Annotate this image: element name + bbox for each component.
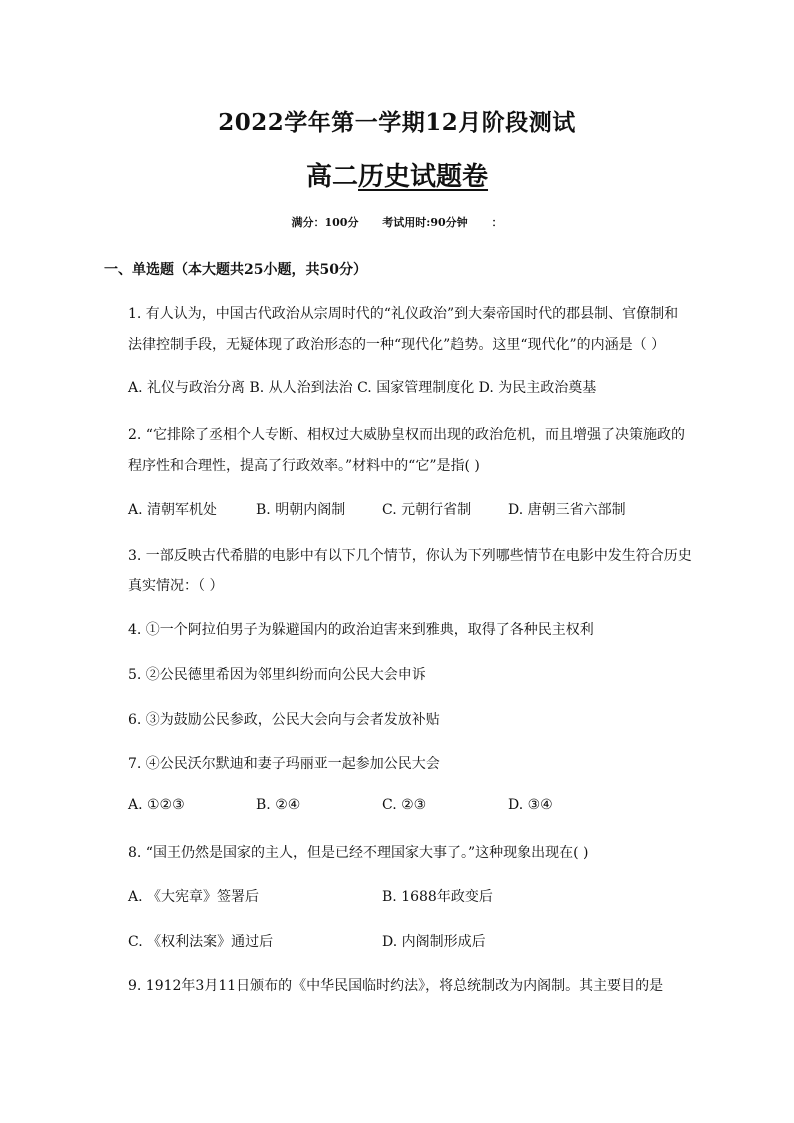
subtitle-grade: 高二 [305, 162, 358, 192]
question-2-option-b: B. 明朝内阁制 [256, 502, 346, 518]
question-8-option-c: C. 《权利法案》通过后 [128, 934, 274, 950]
question-6: 6. ③为鼓励公民参政，公民大会向与会者发放补贴 [128, 712, 440, 728]
question-8-option-d: D. 内阁制形成后 [382, 934, 486, 950]
question-3-line-2: 真实情况：（ ） [128, 578, 224, 594]
section-heading: 一、单选题（本大题共25小题，共50分） [104, 262, 367, 278]
exam-subtitle [0, 156, 794, 193]
exam-title: 2022学年第一学期12月阶段测试 [218, 109, 576, 136]
exam-duration: 考试用时:90分钟 [382, 216, 468, 229]
question-2-line-2: 程序性和合理性，提高了行政效率。”材料中的“它”是指( ) [128, 458, 480, 474]
meta-colon: ： [491, 216, 503, 229]
question-7-option-d: D. ③④ [508, 797, 553, 813]
question-8-option-a: A. 《大宪章》签署后 [128, 889, 260, 905]
question-1-options: A. 礼仪与政治分离 B. 从人治到法治 C. 国家管理制度化 D. 为民主政治奠基 [128, 380, 597, 396]
question-2-option-a: A. 清朝军机处 [128, 502, 218, 518]
question-8: 8. “国王仍然是国家的主人，但是已经不理国家大事了。”这种现象出现在( ) [128, 845, 589, 861]
question-9: 9. 1912年3月11日颁布的《中华民国临时约法》，将总统制改为内阁制。其主要目的是 [128, 978, 664, 994]
question-5: 5. ②公民德里希因为邻里纠纷而向公民大会申诉 [128, 667, 426, 683]
full-score: 满分：100分 [291, 216, 359, 229]
question-8-option-b: B. 1688年政变后 [382, 889, 493, 905]
question-2-line-1: 2. “它排除了丞相个人专断、相权过大威胁皇权而出现的政治危机，而且增强了决策施政的 [128, 427, 685, 443]
question-1-line-1: 1. 有人认为，中国古代政治从宗周时代的“礼仪政治”到大秦帝国时代的郡县制、官僚制和 [128, 306, 679, 322]
question-2-option-c: C. 元朝行省制 [382, 502, 472, 518]
question-7: 7. ④公民沃尔默迪和妻子玛丽亚一起参加公民大会 [128, 756, 440, 772]
question-2-option-d: D. 唐朝三省六部制 [508, 502, 626, 518]
subtitle-subject: 历史试题卷 [358, 162, 489, 192]
exam-meta [0, 214, 794, 230]
question-7-option-a: A. ①②③ [128, 797, 185, 813]
question-4: 4. ①一个阿拉伯男子为躲避国内的政治迫害来到雅典，取得了各种民主权利 [128, 622, 594, 638]
question-7-option-b: B. ②④ [256, 797, 301, 813]
question-1-line-2: 法律控制手段，无疑体现了政治形态的一种“现代化”趋势。这里“现代化”的内涵是（ ） [128, 337, 666, 353]
question-7-option-c: C. ②③ [382, 797, 427, 813]
question-3-line-1: 3. 一部反映古代希腊的电影中有以下几个情节，你认为下列哪些情节在电影中发生符合历史 [128, 548, 692, 564]
